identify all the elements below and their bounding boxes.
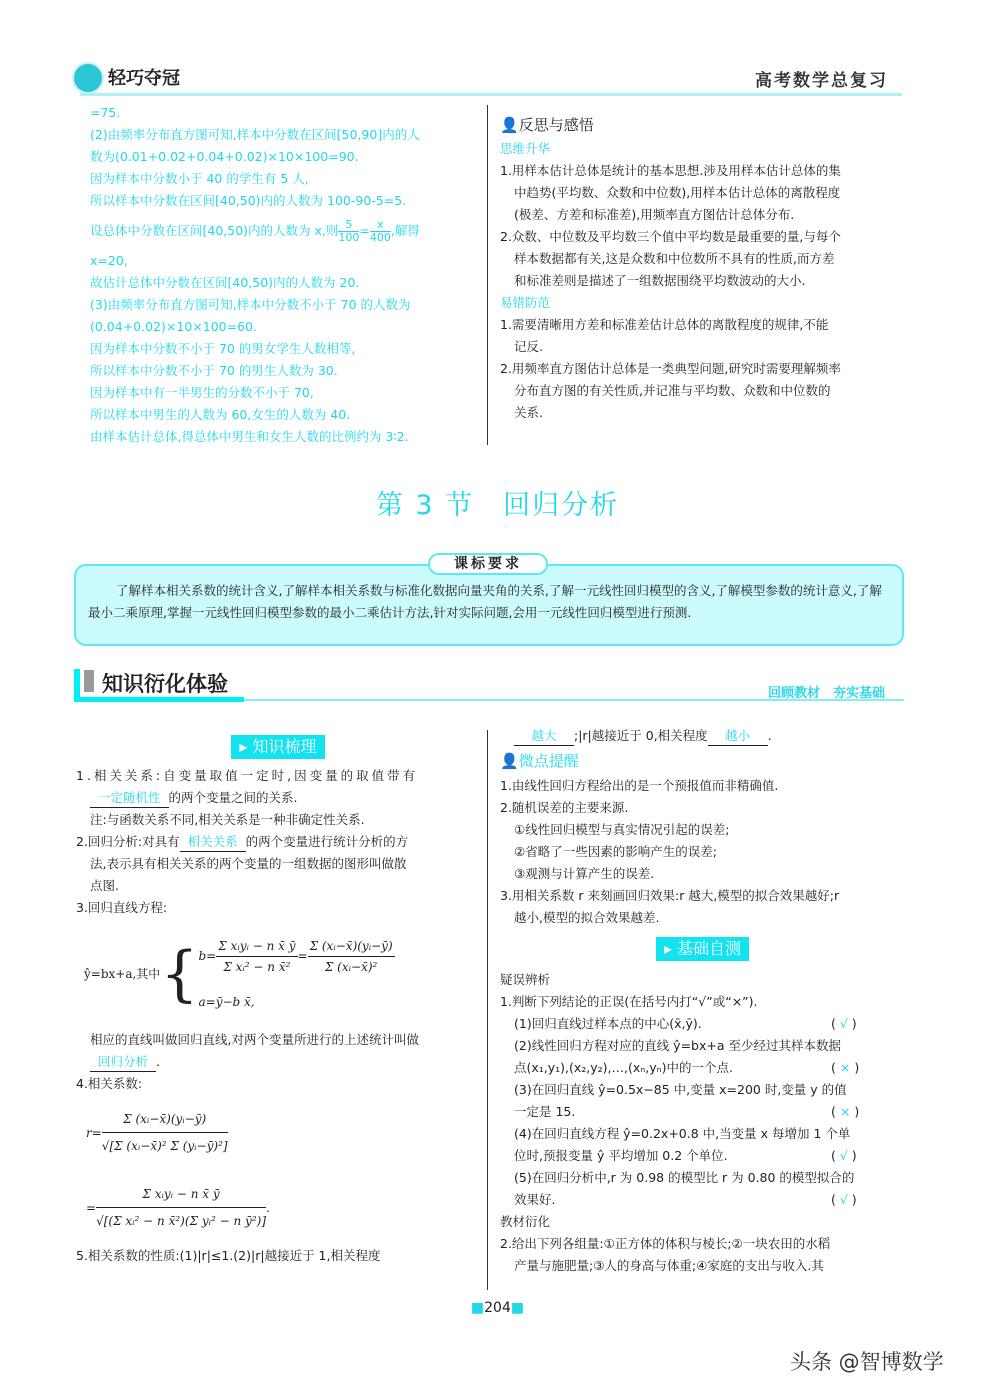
reflection-heading: 👤反思与感悟 bbox=[500, 116, 594, 134]
text-line: 1.需要清晰用方差和标准差估计总体的离散程度的规律,不能 bbox=[500, 317, 829, 332]
answer-mark: √ bbox=[839, 1016, 848, 1031]
reflection-panel bbox=[500, 112, 905, 424]
book-title: 高考数学总复习 bbox=[755, 71, 888, 91]
text-line: 数为(0.01+0.02+0.04+0.02)×10×100=90. bbox=[90, 149, 359, 164]
text-line: ③观测与计算产生的误差. bbox=[514, 866, 655, 881]
page-number: ■204■ bbox=[470, 1300, 525, 1316]
text-line: 样本数据都有关,这是众数和中位数所不具有的性质,而方差 bbox=[514, 251, 835, 266]
text-line: 2.众数、中位数及平均数三个值中平均数是最重要的量,与每个 bbox=[500, 229, 841, 244]
answer-mark: × bbox=[839, 1060, 851, 1075]
text-line: (4)在回归直线方程 ŷ=0.2x+0.8 中,当变量 x 每增加 1 个单 bbox=[514, 1126, 851, 1141]
requirements-text: 了解样本相关系数的统计含义,了解样本相关系数与标准化数据向量夹角的关系,了解一元线性回归模型的含义,了解模型参数的统计意义,了解最小二乘原理,掌握一元线性回归模型参数的最小二乘估计方法,针对实际问题,会用一元线性回归模型进行预测. bbox=[88, 583, 882, 620]
logo-icon bbox=[72, 62, 104, 94]
requirements-box bbox=[74, 564, 904, 646]
watermark: 头条 @智博数学 bbox=[790, 1350, 944, 1374]
correlation-formula: r= $\frac{\text{Σ (xᵢ−x̄)(yᵢ−ȳ)}}{\text{√[Σ (xᵢ−x̄)² Σ (yᵢ−ȳ)²]}}$ = $\frac{\text{Σ xᵢyᵢ − n x̄ ȳ}}{\text{√[(Σ xᵢ² − n x̄²)(Σ yᵢ² − n ȳ²)]}}$ . bbox=[76, 1095, 480, 1245]
teacher-icon: 👤 bbox=[500, 116, 519, 134]
text-line: 和标准差则是描述了一组数据围绕平均数波动的大小. bbox=[514, 273, 806, 288]
subheading: 疑误辨析 bbox=[500, 972, 551, 987]
answer-mark: × bbox=[839, 1104, 851, 1119]
subheading: 思维升华 bbox=[500, 141, 551, 156]
question: 1.判断下列结论的正误(在括号内打“√”或“×”). bbox=[500, 994, 758, 1009]
text-line: 所以样本中分数在区间[40,50)内的人数为 100-90-5=5. bbox=[90, 193, 407, 208]
section-subtitle: 回顾教材 夯实基础 bbox=[768, 686, 886, 701]
fraction: $\frac{5}{100}$ bbox=[338, 217, 360, 244]
fill-blank-answer: 相关关系 bbox=[180, 833, 246, 852]
text-line: (2)线性回归方程对应的直线 ŷ=bx+a 至少经过其样本数据 bbox=[514, 1038, 841, 1053]
text-line: 故估计总体中分数在区间[40,50)内的人数为 20. bbox=[90, 275, 360, 290]
text-line: 4.相关系数: bbox=[76, 1076, 143, 1091]
text-line: =75. bbox=[90, 105, 121, 120]
text-line: 由样本估计总体,得总体中男生和女生人数的比例约为 3∶2. bbox=[90, 429, 409, 444]
fill-blank-answer: 一定随机性 bbox=[90, 789, 169, 808]
right-bottom-panel: 越大 ;|r|越接近于 0,相关程度 越小 . 👤微点提醒 1.由线性回归方程给出的是一个预报值而非精确值. 2.随机误差的主要来源. ①线性回归模型与真实情况引起的误差; ②省略了一些因素的影响产生的误差; ③观测与计算产生的误差. 3.用相关系数 r 来刻画回归效果:r 越大,模型的拟合效果越好;r 越小,模型的拟合效果越差. ▸ 基础自测 疑误辨析 1.判断下列结论的正误(在括号内打“√”或“×”). (1)回归直线过样本点的中心(x̄,ȳ). ( √ ) (2)线性回归方程对应的直线 ŷ=bx+a 至少经过其样本数据 点(x₁,y₁),(x₂,y₂),…,(xₙ,yₙ)中的一个点. ( × ) (3)在回归直线 ŷ=0.5x−85 中,变量 x=200 时,变量 y 的值 一定是 15. ( × ) (4)在回归直线方程 ŷ=0.2x+0.8 中,当变量 x 每增加 1 个单 位时,预报变量 ŷ 平均增加 0.2 个单位. ( √ ) (5)在回归分析中,r 为 0.98 的模型比 r 为 0.80 的模型拟合的 效果好. ( √ ) 教材衍化 2.给出下列各组量:①正方体的体积与棱长;②一块农田的水稻 产量与施肥量;③人的身高与体重;④家庭的支出与收入.其 bbox=[500, 725, 905, 1277]
text-line: 记反. bbox=[514, 339, 543, 354]
text-line: 点图. bbox=[90, 878, 119, 893]
text: ,解得 bbox=[390, 223, 420, 238]
fill-blank-answer: 越小 bbox=[708, 727, 768, 746]
series-logo: 轻巧夺冠 bbox=[108, 68, 180, 89]
teacher-icon: 👤 bbox=[500, 752, 519, 770]
answer-solution bbox=[90, 102, 482, 448]
column-divider bbox=[487, 730, 488, 1290]
requirements-tab: 课标要求 bbox=[428, 553, 548, 575]
regression-formula: ŷ=bx+a,其中 { b= $\frac{\text{Σ xᵢyᵢ − n x̄ ȳ}}{\text{Σ xᵢ² − n x̄²}}$ = $\frac{\text{Σ (xᵢ−x̄)(yᵢ−ȳ)}}{\text{Σ (xᵢ−x̄)²}}$ a=ȳ−b x̄, bbox=[76, 919, 480, 1029]
text-line: (5)在回归分析中,r 为 0.98 的模型比 r 为 0.80 的模型拟合的 bbox=[514, 1170, 855, 1185]
fill-blank-answer: 越大 bbox=[514, 727, 574, 746]
text-line: (3)由频率分布直方图可知,样本中分数不小于 70 的人数为 bbox=[90, 297, 411, 312]
text-line: (2)由频率分布直方图可知,样本中分数在区间[50,90]内的人 bbox=[90, 127, 420, 142]
text-line: 2.用频率直方图估计总体是一类典型问题,研究时需要理解频率 bbox=[500, 361, 841, 376]
text-line: 1.由线性回归方程给出的是一个预报值而非精确值. bbox=[500, 778, 779, 793]
text-line: 相应的直线叫做回归直线,对两个变量所进行的上述统计叫做 bbox=[90, 1032, 419, 1047]
text-line: 1.用样本估计总体是统计的基本思想.涉及用样本估计总体的集 bbox=[500, 163, 841, 178]
selftest-badge: ▸ 基础自测 bbox=[656, 937, 749, 961]
text-line: x=20, bbox=[90, 253, 128, 268]
text-line: 2.随机误差的主要来源. bbox=[500, 800, 629, 815]
text-line: 所以样本中分数不小于 70 的男生人数为 30. bbox=[90, 363, 338, 378]
text-line: (0.04+0.02)×10×100=60. bbox=[90, 319, 257, 334]
answer-mark: √ bbox=[839, 1148, 848, 1163]
subheading: 教材衍化 bbox=[500, 1214, 551, 1229]
text-line: 关系. bbox=[514, 405, 543, 420]
knowledge-panel: ▸ 知识梳理 1.相关关系:自变量取值一定时,因变量的取值带有 一定随机性 的两个变量之间的关系. 注:与函数关系不同,相关关系是一种非确定性关系. 2.回归分析:对具有 相关关系 的两个变量进行统计分析的方 法,表示具有相关关系的两个变量的一组数据的图形叫做散 点图. 3.回归直线方程: ŷ=bx+a,其中 { b= $\frac{\text{Σ xᵢyᵢ − n x̄ ȳ}}{\text{Σ xᵢ² − n x̄²}}$ = $\frac{\text{Σ (xᵢ−x̄)(yᵢ−ȳ)}}{\text{Σ (xᵢ−x̄)²}}$ a=ȳ−b x̄, 相应的直线叫做回归直线,对两个变量所进行的上述统计叫做 回归分析 . 4.相关系数: r= $\frac{\text{Σ (xᵢ−x̄)(yᵢ−ȳ)}}{\text{√[Σ (xᵢ−x̄)² Σ (yᵢ−ȳ)²]}}$ = $\frac{\text{Σ xᵢyᵢ − n x̄ ȳ}}{\text{√[(Σ xᵢ² − n x̄²)(Σ yᵢ² − n ȳ²)]}}$ . 5.相关系数的性质:(1)|r|≤1.(2)|r|越接近于 1,相关程度 bbox=[76, 735, 480, 1267]
section-underline-accent bbox=[74, 697, 244, 702]
text-line: 1.相关关系:自变量取值一定时,因变量的取值带有 bbox=[76, 768, 419, 783]
text-line: 5.相关系数的性质:(1)|r|≤1.(2)|r|越接近于 1,相关程度 bbox=[76, 1248, 381, 1263]
text-line: ②省略了一些因素的影响产生的误差; bbox=[514, 844, 717, 859]
section-title: 知识衍化体验 bbox=[102, 671, 228, 696]
text: 设总体中分数在区间[40,50)内的人数为 x,则 bbox=[90, 223, 339, 238]
note: 注:与函数关系不同,相关关系是一种非确定性关系. bbox=[90, 812, 365, 827]
chapter-title: 第 3 节 回归分析 bbox=[375, 490, 620, 521]
text-line: 中趋势(平均数、众数和中位数),用样本估计总体的离散程度 bbox=[514, 185, 841, 200]
text-line: 3.回归直线方程: bbox=[76, 900, 168, 915]
text-line: ①线性回归模型与真实情况引起的误差; bbox=[514, 822, 730, 837]
text-line: (极差、方差和标准差),用频率直方图估计总体分布. bbox=[514, 207, 795, 222]
question: 2.给出下列各组量:①正方体的体积与棱长;②一块农田的水稻 bbox=[500, 1236, 831, 1251]
text-line: 产量与施肥量;③人的身高与体重;④家庭的支出与收入.其 bbox=[514, 1258, 824, 1273]
column-divider bbox=[487, 105, 488, 445]
header-divider bbox=[80, 93, 902, 96]
section-marker bbox=[84, 670, 94, 692]
answer-mark: √ bbox=[839, 1192, 848, 1207]
fraction: $\frac{x}{400}$ bbox=[369, 217, 391, 244]
subheading: 易错防范 bbox=[500, 295, 551, 310]
text-line: 所以样本中男生的人数为 60,女生的人数为 40. bbox=[90, 407, 351, 422]
text-line: 法,表示具有相关关系的两个变量的一组数据的图形叫做散 bbox=[90, 856, 407, 871]
knowledge-badge: ▸ 知识梳理 bbox=[231, 735, 324, 759]
text-line: 3.用相关系数 r 来刻画回归效果:r 越大,模型的拟合效果越好;r bbox=[500, 888, 840, 903]
text-line: 因为样本中有一半男生的分数不小于 70, bbox=[90, 385, 314, 400]
text: = bbox=[359, 223, 370, 238]
equation-line bbox=[90, 212, 482, 250]
text-line: 越小,模型的拟合效果越差. bbox=[514, 910, 660, 925]
tips-heading: 👤微点提醒 bbox=[500, 752, 579, 770]
text-line: 因为样本中分数小于 40 的学生有 5 人, bbox=[90, 171, 309, 186]
text-line: 因为样本中分数不小于 70 的男女学生人数相等, bbox=[90, 341, 356, 356]
fill-blank-answer: 回归分析 bbox=[90, 1053, 156, 1072]
text-line: 分布直方图的有关性质,并记准与平均数、众数和中位数的 bbox=[514, 383, 831, 398]
text-line: (3)在回归直线 ŷ=0.5x−85 中,变量 x=200 时,变量 y 的值 bbox=[514, 1082, 847, 1097]
